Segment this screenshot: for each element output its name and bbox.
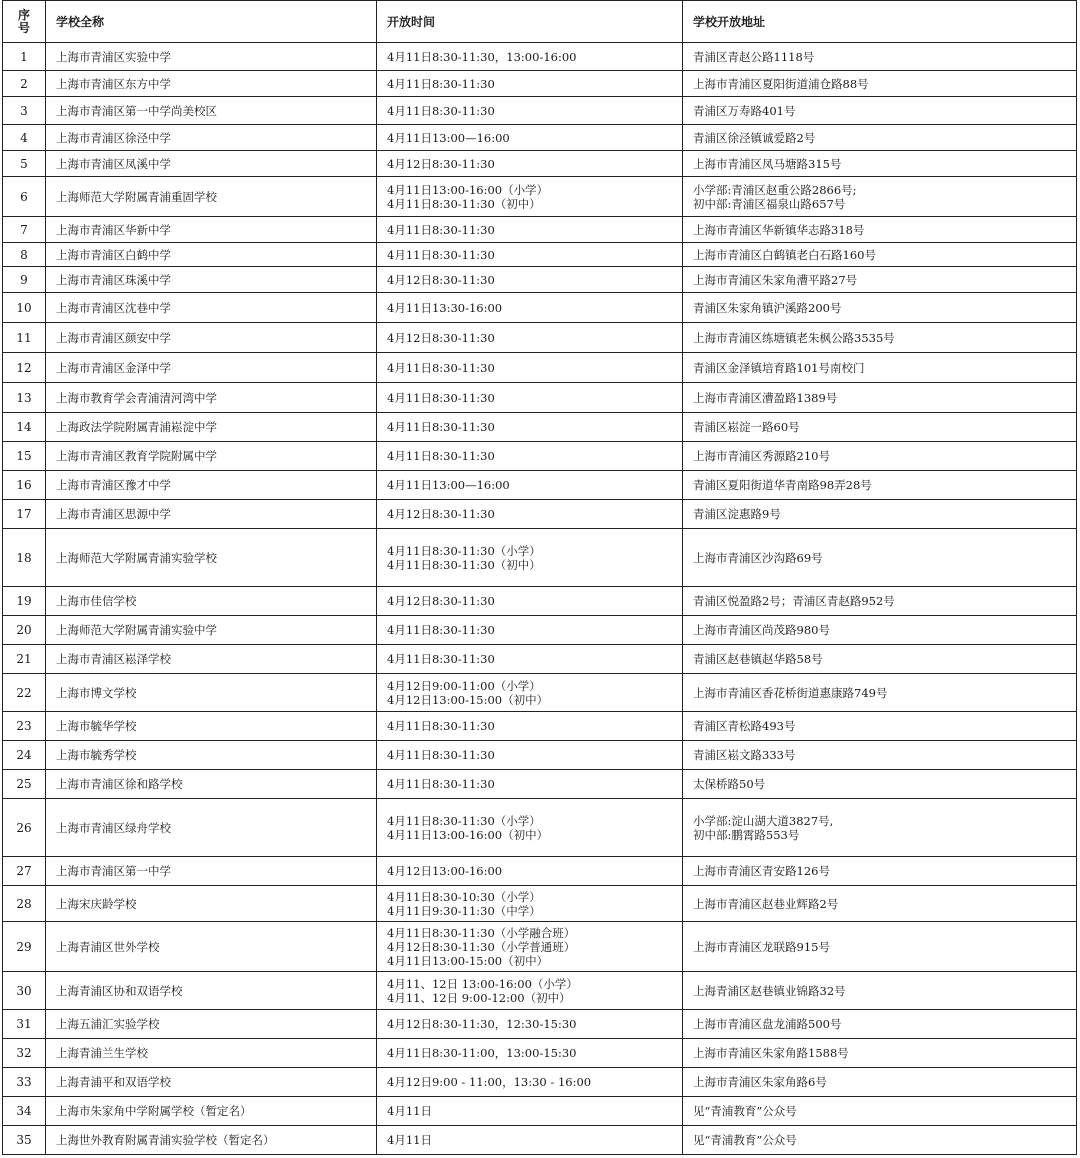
school-name: 上海市朱家角中学附属学校（暂定名） <box>46 1097 377 1126</box>
table-row <box>3 383 1077 413</box>
open-time-line: 4月11日8:30-11:30（小学） <box>387 543 541 558</box>
open-time <box>377 1097 683 1126</box>
address-line: 初中部:鹏霄路553号 <box>693 827 800 842</box>
school-name: 上海市毓秀学校 <box>46 741 377 770</box>
table-row <box>3 741 1077 770</box>
open-time-line: 4月12日8:30-11:30 <box>387 330 495 345</box>
open-time-line: 4月11日13:00-15:00（初中） <box>387 953 549 968</box>
row-index: 12 <box>3 353 46 383</box>
school-address <box>683 1010 1077 1039</box>
open-time <box>377 616 683 645</box>
open-time-line: 4月11日8:30-11:00，13:00-15:30 <box>387 1046 577 1060</box>
open-time-line: 4月11日8:30-11:30 <box>387 247 495 262</box>
address-line: 上海市青浦区白鹤镇老白石路160号 <box>693 247 876 262</box>
address-line: 青浦区淀惠路9号 <box>693 507 781 521</box>
table-row <box>3 353 1077 383</box>
open-time-line: 4月11日8:30-11:30 <box>387 719 495 733</box>
address-line: 青浦区青松路493号 <box>693 719 796 733</box>
row-index: 3 <box>3 97 46 125</box>
address-line: 青浦区悦盈路2号；青浦区青赵路952号 <box>693 594 895 608</box>
address-line: 青浦区万寿路401号 <box>693 103 796 118</box>
open-time <box>377 243 683 267</box>
school-name: 上海五浦汇实验学校 <box>46 1010 377 1039</box>
row-index: 5 <box>3 151 46 177</box>
row-index: 8 <box>3 243 46 267</box>
table-row <box>3 799 1077 857</box>
row-index: 11 <box>3 323 46 353</box>
open-time-line: 4月11日13:00—16:00 <box>387 478 510 492</box>
school-address <box>683 529 1077 587</box>
school-name: 上海市青浦区徐和路学校 <box>46 770 377 799</box>
school-name: 上海政法学院附属青浦崧淀中学 <box>46 413 377 442</box>
address-line: 上海市青浦区朱家角路1588号 <box>693 1046 849 1060</box>
table-row <box>3 1097 1077 1126</box>
school-address <box>683 97 1077 125</box>
open-time-line: 4月12日9:00 - 11:00，13:30 - 16:00 <box>387 1075 592 1089</box>
school-name: 上海市青浦区绿舟学校 <box>46 799 377 857</box>
school-address <box>683 71 1077 97</box>
school-address <box>683 886 1077 922</box>
table-row <box>3 1068 1077 1097</box>
school-name: 上海市青浦区华新中学 <box>46 217 377 243</box>
open-time <box>377 293 683 323</box>
row-index: 9 <box>3 267 46 293</box>
row-index: 17 <box>3 500 46 529</box>
table-row <box>3 645 1077 674</box>
school-address <box>683 383 1077 413</box>
school-name: 上海青浦平和双语学校 <box>46 1068 377 1097</box>
open-time <box>377 799 683 857</box>
table-row <box>3 1010 1077 1039</box>
school-name: 上海市青浦区珠溪中学 <box>46 267 377 293</box>
school-address <box>683 442 1077 471</box>
header-open-time: 开放时间 <box>377 1 683 43</box>
table-row <box>3 151 1077 177</box>
open-time <box>377 1010 683 1039</box>
school-address <box>683 125 1077 151</box>
address-line: 小学部:淀山湖大道3827号, <box>693 813 834 828</box>
table-row <box>3 323 1077 353</box>
open-time-line: 4月11日8:30-11:30 <box>387 76 495 91</box>
row-index: 6 <box>3 177 46 217</box>
open-time-line: 4月11日 <box>387 1104 432 1118</box>
row-index: 33 <box>3 1068 46 1097</box>
address-line: 初中部:青浦区福泉山路657号 <box>693 196 846 211</box>
open-time <box>377 413 683 442</box>
open-time-line: 4月12日8:30-11:30，12:30-15:30 <box>387 1017 577 1031</box>
address-line: 上海市青浦区夏阳街道浦仓路88号 <box>693 76 869 91</box>
open-time <box>377 770 683 799</box>
open-time <box>377 43 683 71</box>
address-line: 上海市青浦区秀源路210号 <box>693 449 830 463</box>
school-name: 上海市青浦区教育学院附属中学 <box>46 442 377 471</box>
open-time-line: 4月11日8:30-11:30（初中） <box>387 196 541 211</box>
row-index: 2 <box>3 71 46 97</box>
address-line: 小学部:青浦区赵重公路2866号; <box>693 182 857 197</box>
school-name: 上海市博文学校 <box>46 674 377 712</box>
address-line: 青浦区青赵公路1118号 <box>693 49 815 64</box>
address-line: 上海市青浦区青安路126号 <box>693 864 830 878</box>
school-address <box>683 471 1077 500</box>
school-name: 上海市青浦区豫才中学 <box>46 471 377 500</box>
row-index: 16 <box>3 471 46 500</box>
school-address <box>683 1097 1077 1126</box>
table-row <box>3 587 1077 616</box>
row-index: 22 <box>3 674 46 712</box>
table-row <box>3 217 1077 243</box>
row-index: 23 <box>3 712 46 741</box>
school-name: 上海市青浦区思源中学 <box>46 500 377 529</box>
table-row <box>3 442 1077 471</box>
school-name: 上海市青浦区白鹤中学 <box>46 243 377 267</box>
school-address <box>683 323 1077 353</box>
table-row <box>3 125 1077 151</box>
address-line: 青浦区徐泾镇诚爱路2号 <box>693 130 816 145</box>
address-line: 上海市青浦区尚茂路980号 <box>693 623 830 637</box>
address-line: 上海市青浦区练塘镇老朱枫公路3535号 <box>693 330 895 345</box>
school-name: 上海市青浦区第一中学 <box>46 857 377 886</box>
open-time <box>377 674 683 712</box>
open-time-line: 4月11、12日 9:00-12:00（初中） <box>387 990 571 1005</box>
school-address <box>683 1068 1077 1097</box>
header-address: 学校开放地址 <box>683 1 1077 43</box>
row-index: 1 <box>3 43 46 71</box>
row-index: 26 <box>3 799 46 857</box>
open-time <box>377 442 683 471</box>
school-address <box>683 151 1077 177</box>
school-name: 上海市教育学会青浦清河湾中学 <box>46 383 377 413</box>
school-name: 上海宋庆龄学校 <box>46 886 377 922</box>
school-name: 上海师范大学附属青浦重固学校 <box>46 177 377 217</box>
row-index: 32 <box>3 1039 46 1068</box>
school-address <box>683 267 1077 293</box>
open-time <box>377 323 683 353</box>
header-row <box>3 1 1077 43</box>
open-time <box>377 471 683 500</box>
open-time <box>377 741 683 770</box>
table-row <box>3 674 1077 712</box>
open-time <box>377 645 683 674</box>
open-time <box>377 1068 683 1097</box>
school-name: 上海市青浦区颜安中学 <box>46 323 377 353</box>
open-time-line: 4月11日8:30-11:30 <box>387 652 495 666</box>
row-index: 19 <box>3 587 46 616</box>
school-address <box>683 217 1077 243</box>
school-address <box>683 799 1077 857</box>
open-time <box>377 125 683 151</box>
school-address <box>683 857 1077 886</box>
school-address <box>683 413 1077 442</box>
school-address <box>683 645 1077 674</box>
school-name: 上海世外教育附属青浦实验学校（暂定名） <box>46 1126 377 1155</box>
table-row <box>3 972 1077 1010</box>
open-time-line: 4月12日13:00-15:00（初中） <box>387 692 549 707</box>
school-address <box>683 500 1077 529</box>
row-index: 35 <box>3 1126 46 1155</box>
school-name: 上海市青浦区第一中学尚美校区 <box>46 97 377 125</box>
address-line: 青浦区金泽镇培育路101号南校门 <box>693 360 865 375</box>
row-index: 4 <box>3 125 46 151</box>
school-address <box>683 616 1077 645</box>
row-index: 24 <box>3 741 46 770</box>
table-row <box>3 97 1077 125</box>
school-address <box>683 741 1077 770</box>
address-line: 上海市青浦区龙联路915号 <box>693 939 830 954</box>
table-row <box>3 712 1077 741</box>
header-index-line-1: 序 <box>17 7 30 22</box>
address-line: 见“青浦教育”公众号 <box>693 1104 797 1118</box>
open-time-line: 4月11日8:30-11:30（小学） <box>387 813 541 828</box>
open-time <box>377 500 683 529</box>
table-body <box>3 43 1077 1155</box>
open-time-line: 4月11日13:00-16:00（初中） <box>387 827 549 842</box>
school-address <box>683 674 1077 712</box>
address-line: 见“青浦教育”公众号 <box>693 1133 797 1147</box>
address-line: 上海市青浦区凤马塘路315号 <box>693 156 842 171</box>
open-time <box>377 1039 683 1068</box>
school-open-day-table <box>2 0 1077 1155</box>
table-row <box>3 71 1077 97</box>
school-address <box>683 712 1077 741</box>
school-name: 上海市青浦区沈巷中学 <box>46 293 377 323</box>
header-index <box>3 1 46 43</box>
address-line: 上海市青浦区朱家角路6号 <box>693 1075 827 1089</box>
table-row <box>3 886 1077 922</box>
open-time <box>377 97 683 125</box>
open-time-line: 4月12日8:30-11:30 <box>387 594 495 608</box>
row-index: 20 <box>3 616 46 645</box>
open-time-line: 4月12日8:30-11:30 <box>387 156 495 171</box>
school-name: 上海市青浦区凤溪中学 <box>46 151 377 177</box>
table-row <box>3 500 1077 529</box>
school-name: 上海市青浦区东方中学 <box>46 71 377 97</box>
row-index: 10 <box>3 293 46 323</box>
school-address <box>683 922 1077 972</box>
row-index: 34 <box>3 1097 46 1126</box>
table-row <box>3 293 1077 323</box>
address-line: 青浦区赵巷镇赵华路58号 <box>693 652 823 666</box>
address-line: 上海市青浦区赵巷业辉路2号 <box>693 896 839 911</box>
school-name: 上海市佳信学校 <box>46 587 377 616</box>
address-line: 上海市青浦区沙沟路69号 <box>693 550 823 565</box>
open-time <box>377 267 683 293</box>
open-time-line: 4月12日13:00-16:00 <box>387 864 503 878</box>
open-time <box>377 587 683 616</box>
open-time <box>377 353 683 383</box>
open-time-line: 4月11日8:30-11:30 <box>387 390 495 405</box>
row-index: 18 <box>3 529 46 587</box>
school-name: 上海市青浦区徐泾中学 <box>46 125 377 151</box>
table-row <box>3 1126 1077 1155</box>
table-row <box>3 413 1077 442</box>
open-time-line: 4月12日8:30-11:30 <box>387 507 495 521</box>
row-index: 15 <box>3 442 46 471</box>
open-time <box>377 71 683 97</box>
school-address <box>683 587 1077 616</box>
school-address <box>683 770 1077 799</box>
row-index: 31 <box>3 1010 46 1039</box>
school-address <box>683 972 1077 1010</box>
row-index: 27 <box>3 857 46 886</box>
open-time-line: 4月11日8:30-11:30 <box>387 222 495 237</box>
school-address <box>683 1039 1077 1068</box>
table-row <box>3 857 1077 886</box>
open-time <box>377 529 683 587</box>
row-index: 21 <box>3 645 46 674</box>
table-row <box>3 471 1077 500</box>
open-time-line: 4月11日13:30-16:00 <box>387 300 503 315</box>
open-time-line: 4月11日9:30-11:30（中学） <box>387 903 541 918</box>
header-school-name: 学校全称 <box>46 1 377 43</box>
table-row <box>3 267 1077 293</box>
open-time <box>377 1126 683 1155</box>
table-row <box>3 922 1077 972</box>
open-time-line: 4月11日13:00-16:00（小学） <box>387 182 549 197</box>
open-time <box>377 177 683 217</box>
school-address <box>683 177 1077 217</box>
open-time-line: 4月11日8:30-11:30 <box>387 449 495 463</box>
school-name: 上海青浦区世外学校 <box>46 922 377 972</box>
table-row <box>3 1039 1077 1068</box>
row-index: 28 <box>3 886 46 922</box>
school-name: 上海师范大学附属青浦实验中学 <box>46 616 377 645</box>
open-time <box>377 886 683 922</box>
open-time <box>377 972 683 1010</box>
open-time-line: 4月11日8:30-11:30 <box>387 777 495 791</box>
school-address <box>683 1126 1077 1155</box>
open-time-line: 4月12日8:30-11:30（小学普通班） <box>387 939 576 954</box>
address-line: 上海青浦区赵巷镇业锦路32号 <box>693 983 846 998</box>
address-line: 青浦区崧文路333号 <box>693 748 796 762</box>
table-row <box>3 43 1077 71</box>
school-name: 上海市毓华学校 <box>46 712 377 741</box>
open-time-line: 4月12日8:30-11:30 <box>387 272 495 287</box>
school-name: 上海青浦区协和双语学校 <box>46 972 377 1010</box>
school-name: 上海市青浦区金泽中学 <box>46 353 377 383</box>
school-address <box>683 293 1077 323</box>
address-line: 青浦区夏阳街道华青南路98弄28号 <box>693 478 872 492</box>
address-line: 上海市青浦区华新镇华志路318号 <box>693 222 865 237</box>
school-address <box>683 43 1077 71</box>
open-time-line: 4月11日8:30-11:30 <box>387 420 495 434</box>
address-line: 上海市青浦区香花桥街道惠康路749号 <box>693 685 888 700</box>
row-index: 7 <box>3 217 46 243</box>
address-line: 上海市青浦区盘龙浦路500号 <box>693 1017 842 1031</box>
header-index-line-2: 号 <box>17 20 30 35</box>
table-row <box>3 616 1077 645</box>
open-time-line: 4月11日8:30-11:30 <box>387 103 495 118</box>
open-time-line: 4月11日13:00—16:00 <box>387 130 510 145</box>
row-index: 30 <box>3 972 46 1010</box>
address-line: 青浦区崧淀一路60号 <box>693 420 800 434</box>
open-time-line: 4月11日8:30-11:30，13:00-16:00 <box>387 49 577 64</box>
open-time <box>377 712 683 741</box>
open-time <box>377 922 683 972</box>
school-address <box>683 243 1077 267</box>
school-address <box>683 353 1077 383</box>
open-time <box>377 217 683 243</box>
open-time-line: 4月11日8:30-11:30 <box>387 623 495 637</box>
table-row <box>3 529 1077 587</box>
row-index: 14 <box>3 413 46 442</box>
row-index: 25 <box>3 770 46 799</box>
row-index: 29 <box>3 922 46 972</box>
open-time-line: 4月12日9:00-11:00（小学） <box>387 678 541 693</box>
address-line: 青浦区朱家角镇沪溪路200号 <box>693 300 842 315</box>
address-line: 上海市青浦区朱家角漕平路27号 <box>693 272 858 287</box>
address-line: 太保桥路50号 <box>693 777 766 791</box>
school-name: 上海市青浦区崧泽学校 <box>46 645 377 674</box>
school-name: 上海市青浦区实验中学 <box>46 43 377 71</box>
open-time <box>377 857 683 886</box>
table-row <box>3 770 1077 799</box>
address-line: 上海市青浦区漕盈路1389号 <box>693 390 838 405</box>
table-row <box>3 243 1077 267</box>
open-time-line: 4月11日8:30-11:30（初中） <box>387 557 541 572</box>
school-name: 上海青浦兰生学校 <box>46 1039 377 1068</box>
open-time-line: 4月11日 <box>387 1133 432 1147</box>
school-name: 上海师范大学附属青浦实验学校 <box>46 529 377 587</box>
open-time-line: 4月11日8:30-11:30 <box>387 748 495 762</box>
open-time-line: 4月11、12日 13:00-16:00（小学） <box>387 976 578 991</box>
open-time-line: 4月11日8:30-11:30（小学融合班） <box>387 925 576 940</box>
open-time <box>377 151 683 177</box>
table-row <box>3 177 1077 217</box>
row-index: 13 <box>3 383 46 413</box>
open-time-line: 4月11日8:30-11:30 <box>387 360 495 375</box>
open-time <box>377 383 683 413</box>
open-time-line: 4月11日8:30-10:30（小学） <box>387 889 541 904</box>
